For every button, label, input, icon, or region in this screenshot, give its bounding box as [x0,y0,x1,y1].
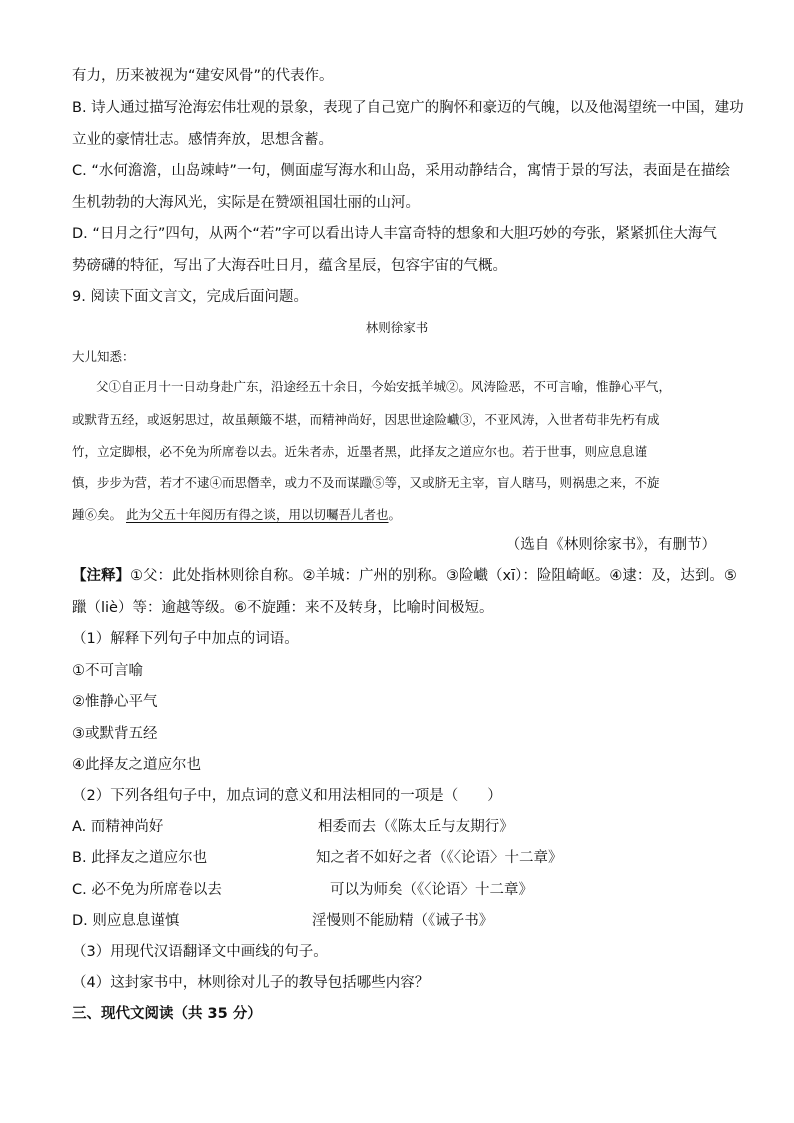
sub-item: ④此择友之道应尔也 [72,757,201,773]
option-c-line2: 生机勃勃的大海风光，实际是在赞颂祖国壮丽的山河。 [72,195,420,211]
sub-question-3: （3）用现代汉语翻译文中画线的句子。 [72,944,328,960]
passage-line: 有力，历来被视为“建安风骨”的代表作。 [72,68,334,84]
choice-b-right: 知之者不如好之者（《〈论语〉十二章》 [316,850,563,866]
sub-question-2: （2）下列各组句子中，加点词的意义和用法相同的一项是（ ） [72,788,502,804]
notes-text: ①父：此处指林则徐自称。②羊城：广州的别称。③险巇（xī）：险阻崎岖。④逮：及，达到。⑤ [130,568,737,584]
letter-text: 。 [388,507,402,522]
sub-item: ①不可言喻 [72,663,143,679]
option-b-line1: B. 诗人通过描写沧海宏伟壮观的景象，表现了自己宽广的胸怀和豪迈的气魄，以及他渴望统一中国，建功 [72,100,744,116]
letter-line: 竹，立定脚根，必不免为所席卷以去。近朱者赤，近墨者黑，此择友之道应尔也。若于世事，则应息息谨 [72,444,648,459]
notes-line2: 躐（liè）等：逾越等级。⑥不旋踵：来不及转身，比喻时间极短。 [72,600,494,616]
letter-text: 踵⑥矣。 [72,507,123,522]
sub-item: ②惟静心平气 [72,694,158,710]
option-d-line1: D. “日月之行”四句，从两个“若”字可以看出诗人丰富奇特的想象和大胆巧妙的夸张，紧紧抓住大海气 [72,226,717,242]
classical-text-title: 林则徐家书 [365,320,429,335]
option-d-line2: 势磅礴的特征，写出了大海吞吐日月，蕴含星辰，包容宇宙的气概。 [72,258,507,274]
notes-label: 【注释】 [72,568,130,584]
sub-question-4: （4）这封家书中，林则徐对儿子的教导包括哪些内容？ [72,975,430,991]
underlined-sentence: 此为父五十年阅历有得之谈，用以切囑吾儿者也 [126,507,389,522]
choice-a-left: A. 而精神尚好 [72,819,164,835]
source-citation: （选自《林则徐家书》，有删节） [505,537,716,553]
choice-c-left: C. 必不免为所席卷以去 [72,882,222,898]
choice-c-right: 可以为师矣（《〈论语〉十二章》 [330,882,533,898]
choice-d-right: 淫慢则不能励精（《诫子书》 [312,913,494,929]
question-9-stem: 9. 阅读下面文言文，完成后面问题。 [72,289,308,305]
choice-b-left: B. 此择友之道应尔也 [72,850,208,866]
option-b-line2: 立业的豪情壮志。感情奔放，思想含蓄。 [72,132,333,148]
letter-salutation: 大儿知悉： [72,349,135,364]
letter-line: 慎，步步为营，若才不逮④而思僭幸，或力不及而谋躐⑤等，又或脐无主宰，盲人瞎马，则祸患之来，不旋 [72,475,660,490]
sub-question-1: （1）解释下列句子中加点的词语。 [72,631,299,647]
letter-last-line [72,505,401,525]
sub-item: ③或默背五经 [72,726,158,742]
section-heading: 三、现代文阅读（共 35 分） [72,1006,262,1022]
letter-line: 或默背五经，或返躬思过，故虽颠簸不堪，而精神尚好，因思世途险巇③，不亚风涛，入世者苟非先朽有成 [72,412,660,427]
option-c-line1: C. “水何澹澹，山岛竦峙”一句，侧面虚写海水和山岛，采用动静结合，寓情于景的写法，表面是在描绘 [72,163,730,179]
choice-a-right: 相委而去（《陈太丘与友期行》 [318,819,514,835]
notes-line1 [72,566,737,586]
letter-line: 父①自正月十一日动身赴广东，沿途经五十余日，今始安抵羊城②。风涛险恶，不可言喻，惟静心平气， [96,379,672,394]
choice-d-left: D. 则应息息谨慎 [72,913,180,929]
